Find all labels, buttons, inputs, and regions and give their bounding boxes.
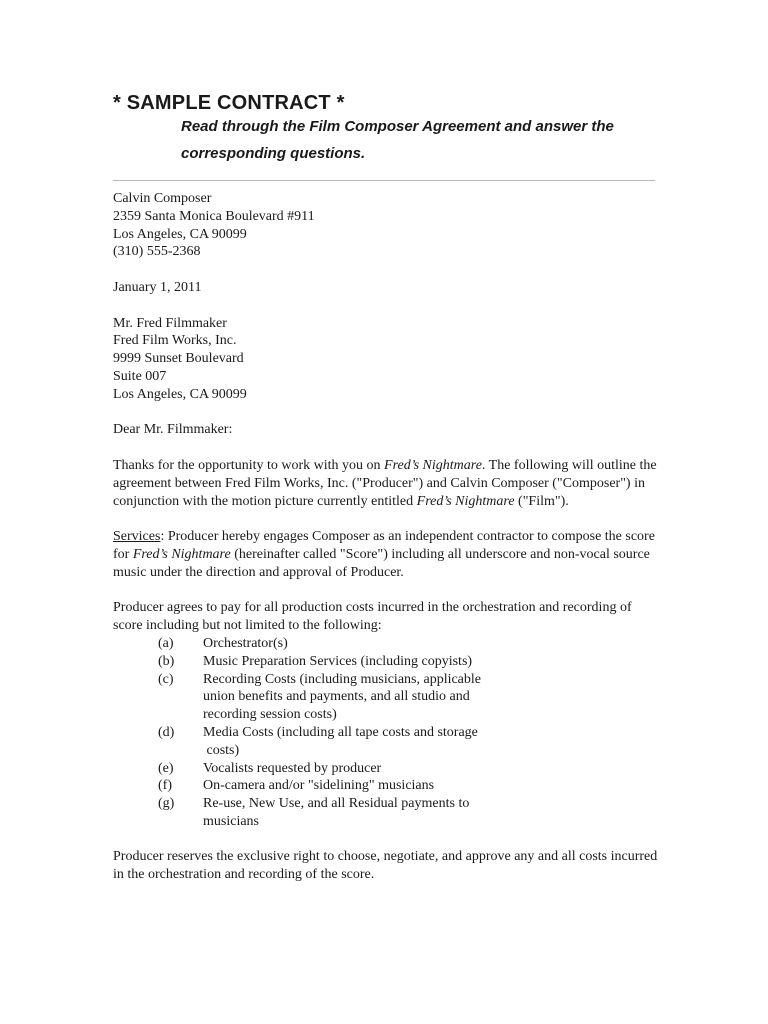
services-text-2: (hereinafter called "Score") including all underscore and non-vocal source music under the direction and approval of Producer. [113,546,650,580]
sender-address: 2359 Santa Monica Boulevard #911 [113,208,315,224]
letter-body [113,190,658,884]
list-item-label [113,706,203,724]
list-item-text: Media Costs (including all tape costs and storage [203,724,478,740]
subtitle-line-2: corresponding questions. [181,145,366,162]
list-item-text: Orchestrator(s) [203,635,288,651]
salutation: Dear Mr. Filmmaker: [113,422,233,438]
film-title: Fred’s Nightmare [416,493,515,509]
cost-list-item [113,742,658,760]
recipient-suite: Suite 007 [113,368,167,384]
recipient-block [113,315,658,404]
list-item-label: (g) [158,796,175,812]
list-item-text: costs) [203,742,240,758]
cost-list [113,635,658,831]
cost-list-item [113,671,658,689]
sender-name: Calvin Composer [113,191,212,206]
sender-block [113,190,658,261]
list-item-text: recording session costs) [203,707,337,723]
cost-list-item [113,724,658,742]
list-item-label: (a) [158,635,174,651]
cost-list-item [113,760,658,778]
recipient-name: Mr. Fred Filmmaker [113,315,227,331]
cost-list-item [113,813,658,831]
sender-phone: (310) 555-2368 [113,244,201,260]
letter-date: January 1, 2011 [113,279,202,295]
list-item-label: (d) [158,724,175,740]
intro-text-3: ("Film"). [514,493,569,509]
list-item-label [113,688,203,706]
divider [113,180,655,181]
recipient-company: Fred Film Works, Inc. [113,333,237,349]
subtitle [181,113,681,167]
list-item-text: Music Preparation Services (including copyists) [203,653,473,669]
closing-paragraph: Producer reserves the exclusive right to choose, negotiate, and approve any and all costs incurred in the orchestration and recording of the score. [113,849,658,883]
cost-list-item [113,688,658,706]
list-item-text: Recording Costs (including musicians, applicable [203,671,482,687]
cost-list-item [113,777,658,795]
film-title: Fred’s Nightmare [132,546,231,562]
list-item-label: (b) [158,653,175,669]
cost-list-item [113,635,658,653]
list-item-text: On-camera and/or "sidelining" musicians [203,778,435,794]
cost-list-item [113,653,658,671]
page-title: * SAMPLE CONTRACT * [113,92,345,114]
intro-text-2: . The following will outline the agreement between Fred Film Works, Inc. ("Producer") and Calvin Composer ("Composer") in conjunction with the motion picture currently entitled [113,457,657,509]
services-text-1: : Producer hereby engages Composer as an independent contractor to compose the score for [113,529,655,562]
cost-list-item [113,706,658,724]
costs-intro-paragraph: Producer agrees to pay for all production costs incurred in the orchestration and recording of score including but not limited to the following: [113,600,632,634]
list-item-text: musicians [203,813,259,829]
list-item-label [113,813,203,831]
list-item-label: (e) [158,760,174,776]
intro-text-1: Thanks for the opportunity to work with you on [113,457,385,473]
list-item-text: union benefits and payments, and all studio and [203,689,470,705]
list-item-text: Vocalists requested by producer [203,760,382,776]
list-item-label: (c) [158,671,174,687]
list-item-label [113,742,203,760]
services-paragraph [113,528,658,581]
recipient-city: Los Angeles, CA 90099 [113,386,247,402]
list-item-label: (f) [158,778,172,794]
cost-list-item [113,795,658,813]
services-heading: Services [113,529,161,545]
list-item-text: Re-use, New Use, and all Residual payments to [203,796,470,812]
sender-city: Los Angeles, CA 90099 [113,226,247,242]
subtitle-line-1: Read through the Film Composer Agreement and answer the [181,118,614,135]
intro-paragraph [113,457,658,510]
recipient-address: 9999 Sunset Boulevard [113,351,244,367]
film-title: Fred’s Nightmare [384,457,482,473]
